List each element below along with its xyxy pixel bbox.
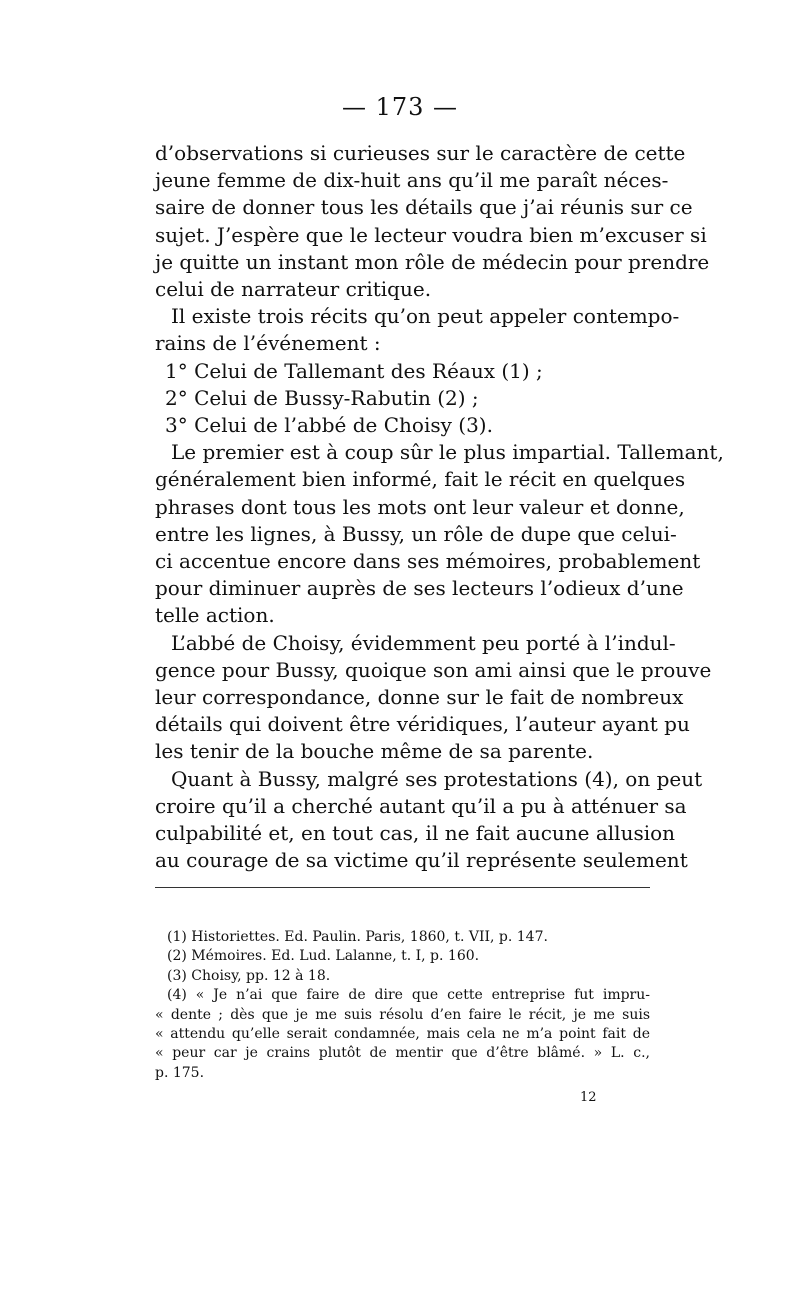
text-line: L’abbé de Choisy, évidemment peu porté à l’indul-: [171, 630, 676, 655]
text-line: pour diminuer auprès de ses lecteurs l’odieux d’une: [155, 576, 684, 601]
footnote-line: (2) Mémoires. Ed. Lud. Lalanne, t. I, p. 160.: [167, 948, 480, 965]
text-line: Le premier est à coup sûr le plus impartial. Tallemant,: [171, 440, 724, 465]
footnote-line: (1) Historiettes. Ed. Paulin. Paris, 1860, t. VII, p. 147.: [167, 929, 548, 945]
text-line: au courage de sa victime qu’il représente seulement: [155, 848, 688, 873]
text-line: ci accentue encore dans ses mémoires, probablement: [155, 549, 701, 574]
text-line: sujet. J’espère que le lecteur voudra bien m’excuser si: [155, 222, 707, 247]
signature-mark: 12: [580, 1090, 597, 1105]
footnotes: [155, 928, 650, 1083]
text-line: rains de l’événement :: [155, 331, 381, 356]
text-line: telle action.: [155, 603, 275, 628]
text-line: jeune femme de dix-huit ans qu’il me paraît néces-: [155, 168, 669, 193]
text-line: généralement bien informé, fait le récit en quelques: [155, 467, 686, 492]
page-number: — 173 —: [341, 93, 459, 121]
footnote-line: (3) Choisy, pp. 12 à 18.: [167, 967, 331, 984]
text-line: d’observations si curieuses sur le caractère de cette: [155, 141, 686, 165]
footnote-line: (4) « Je n’ai que faire de dire que cette entreprise fut impru-: [167, 987, 650, 1004]
footnote-line: « peur car je crains plutôt de mentir que d’être blâmé. » L. c.,: [155, 1045, 650, 1062]
text-line: saire de donner tous les détails que j’ai réunis sur ce: [155, 195, 693, 220]
footnote-line: « dente ; dès que je me suis résolu d’en faire le récit, je me suis: [155, 1006, 650, 1023]
text-line: les tenir de la bouche même de sa parente.: [155, 739, 594, 764]
text-line: entre les lignes, à Bussy, un rôle de dupe que celui-: [155, 521, 677, 546]
text-line: détails qui doivent être véridiques, l’auteur ayant pu: [155, 712, 690, 737]
text-line: culpabilité et, en tout cas, il ne fait aucune allusion: [155, 821, 676, 846]
text-line: 2° Celui de Bussy-Rabutin (2) ;: [165, 385, 479, 410]
text-line: Il existe trois récits qu’on peut appeler contempo-: [171, 304, 680, 329]
text-line: Quant à Bussy, malgré ses protestations (4), on peut: [171, 766, 703, 791]
text-line: 3° Celui de l’abbé de Choisy (3).: [165, 413, 493, 438]
footnote-line: « attendu qu’elle serait condamnée, mais cela ne m’a point fait de: [155, 1026, 650, 1043]
text-line: je quitte un instant mon rôle de médecin pour prendre: [155, 249, 710, 274]
body-text: [155, 140, 724, 874]
text-line: phrases dont tous les mots ont leur valeur et donne,: [155, 494, 685, 519]
footnote-rule: [155, 887, 650, 888]
text-line: croire qu’il a cherché autant qu’il a pu à atténuer sa: [155, 793, 687, 818]
text-line: celui de narrateur critique.: [155, 277, 432, 302]
text-line: leur correspondance, donne sur le fait de nombreux: [155, 685, 684, 710]
text-line: gence pour Bussy, quoique son ami ainsi que le prouve: [155, 657, 712, 682]
footnote-line: p. 175.: [155, 1064, 205, 1081]
text-line: 1° Celui de Tallemant des Réaux (1) ;: [165, 358, 543, 383]
